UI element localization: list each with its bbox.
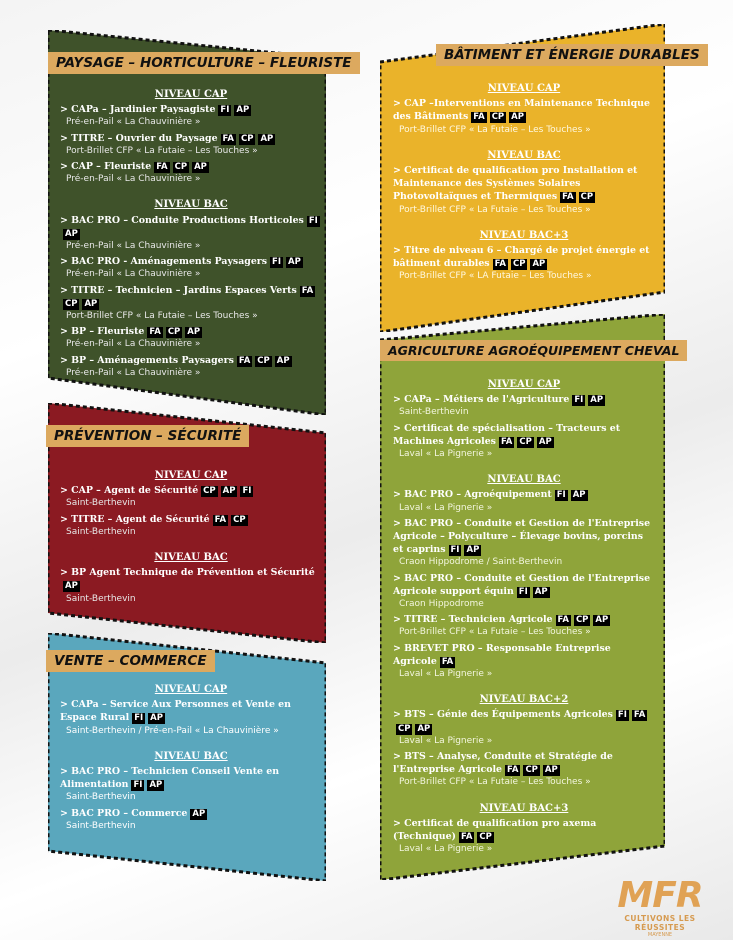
panel-title: VENTE – COMMERCE (46, 650, 215, 672)
course-location: Pré-en-Pail « La Chauvinière » (66, 117, 201, 128)
badge-ap: AP (84, 298, 98, 309)
course-list (393, 393, 655, 461)
badge-ap: AP (532, 259, 546, 270)
level-title: NIVEAU BAC (154, 199, 228, 211)
badge-fi: FI (242, 486, 252, 497)
course-location: Port-Brillet CFP « La Futaie – Les Touches » (399, 777, 591, 788)
course-label (393, 613, 655, 626)
badge-ap: AP (572, 490, 586, 501)
badge-ap: AP (511, 112, 524, 123)
level-title: NIVEAU BAC (154, 750, 228, 762)
badge-ap: AP (149, 780, 163, 791)
course-item (393, 750, 655, 790)
course-label (60, 484, 322, 497)
badge-ap: AP (65, 228, 78, 239)
course-label (60, 160, 322, 173)
course-item (393, 572, 655, 612)
course-location: Saint-Berthevin / Pré-en-Pail « La Chauvinière » (66, 725, 279, 736)
course-list (60, 103, 322, 186)
course-label (393, 517, 655, 557)
level-title: NIVEAU CAP (154, 470, 228, 481)
course-title: > BTS – Analyse, Conduite et Stratégie de l'Entreprise Agricole (393, 751, 613, 776)
badge-fi: FI (133, 780, 143, 791)
course-item (393, 97, 655, 137)
badge-fa: FA (557, 615, 569, 626)
course-item (393, 422, 655, 462)
course-title: > CAPa – Métiers de l'Agriculture (393, 394, 570, 406)
course-title: > BP – Fleuriste (60, 326, 145, 338)
course-title: > Titre de niveau 6 – Chargé de projet énergie et bâtiment durables (393, 245, 650, 270)
course-label (60, 214, 322, 240)
course-location: Port-Brillet CFP « La Futaie – Les Touches » (66, 145, 258, 156)
course-location: Saint-Berthevin (66, 498, 136, 509)
course-label (393, 164, 655, 204)
course-title: > TITRE – Ouvrier du Paysage (60, 132, 218, 144)
panel-title: PRÉVENTION – SÉCURITÉ (46, 425, 249, 447)
badge-cp: CP (257, 355, 270, 366)
course-list (393, 708, 655, 789)
level-title: NIVEAU CAP (487, 379, 561, 390)
course-list (393, 97, 655, 137)
course-title: > BTS – Génie des Équipements Agricoles (393, 709, 613, 721)
course-title: > CAP – Agent de Sécurité (60, 485, 199, 497)
course-item (60, 765, 322, 805)
course-item (393, 817, 655, 857)
course-item (393, 517, 655, 570)
course-list (60, 484, 322, 539)
course-label (393, 708, 655, 734)
course-label (393, 393, 655, 406)
badge-cp: CP (491, 112, 505, 123)
badge-fi: FI (220, 105, 230, 116)
course-label (393, 422, 655, 448)
course-title: > Certificat de spécialisation – Tracteurs et Machines Agricoles (393, 422, 621, 447)
course-label (60, 807, 322, 820)
course-label (393, 97, 655, 123)
course-title: > BAC PRO – Agroéquipement (393, 489, 552, 501)
course-location: Pré-en-Pail « La Chauvinière » (66, 174, 201, 185)
badge-ap: AP (65, 581, 78, 592)
panel-batiment (380, 24, 700, 332)
badge-ap: AP (590, 395, 604, 406)
badge-fa: FA (222, 133, 234, 144)
course-label (393, 244, 655, 270)
course-title: > CAP – Fleuriste (60, 161, 152, 173)
course-list (60, 698, 322, 738)
badge-fi: FI (556, 490, 566, 501)
course-label (60, 513, 322, 526)
badge-fa: FA (156, 162, 168, 173)
badge-cp: CP (398, 723, 411, 734)
badge-fi: FI (617, 710, 627, 721)
course-label (393, 642, 655, 668)
course-location: Saint-Berthevin (66, 593, 136, 604)
course-location: Saint-Berthevin (66, 820, 136, 831)
course-list (393, 244, 655, 284)
level-title: NIVEAU CAP (154, 89, 228, 100)
badge-fi: FI (518, 586, 528, 597)
badge-ap: AP (595, 615, 609, 626)
course-title: > BAC PRO – Technicien Conseil Vente en Alimentation (60, 766, 280, 791)
course-title: > BAC PRO – Conduite et Gestion de l'Entreprise Agricole – Polyculture – Élevage bovins, porcins et caprins (393, 517, 651, 556)
badge-cp: CP (519, 436, 532, 447)
panel-agriculture (380, 314, 680, 880)
level-title: NIVEAU BAC+2 (479, 694, 569, 706)
badge-cp: CP (479, 832, 492, 843)
course-location: Saint-Berthevin (66, 526, 136, 537)
course-label (393, 750, 655, 776)
panel-content (60, 82, 322, 382)
course-location: Port-Brillet CFP « La Futaie – Les Touches » (399, 124, 591, 135)
course-location: Craon Hippodrome (399, 599, 484, 610)
badge-cp: CP (575, 615, 589, 626)
course-item (393, 613, 655, 639)
course-location: Port-Brillet CFP « La Futaie – Les Touches » (66, 311, 258, 322)
badge-ap: AP (417, 723, 431, 734)
course-item (60, 132, 322, 158)
course-label (60, 566, 322, 592)
panel-title: BÂTIMENT ET ÉNERGIE DURABLES (436, 44, 708, 66)
badge-fa: FA (149, 327, 161, 338)
course-title: > BREVET PRO – Responsable Entreprise Agricole (393, 642, 611, 667)
badge-fa: FA (562, 192, 574, 203)
panel-vente (48, 633, 326, 881)
course-label (60, 698, 322, 724)
course-item (60, 255, 322, 281)
panel-title: PAYSAGE – HORTICULTURE – FLEURISTE (48, 52, 360, 74)
course-list (60, 214, 322, 380)
course-location: Laval « La Pignerie » (399, 449, 493, 460)
logo-text: MFR (617, 875, 703, 916)
course-location: Pré-en-Pail « La Chauvinière » (66, 339, 201, 350)
badge-fa: FA (473, 112, 485, 123)
course-item (60, 698, 322, 738)
badge-fa: FA (238, 355, 251, 366)
level-title: NIVEAU BAC (487, 474, 561, 486)
badge-fa: FA (301, 285, 314, 296)
level-title: NIVEAU CAP (487, 83, 561, 94)
course-item (60, 214, 322, 254)
badge-cp: CP (580, 192, 594, 203)
level-title: NIVEAU BAC (487, 149, 561, 161)
level-title: NIVEAU BAC (154, 552, 228, 564)
badge-ap: AP (260, 133, 274, 144)
level-title: NIVEAU BAC+3 (479, 229, 569, 241)
badge-fa: FA (500, 436, 513, 447)
badge-ap: AP (538, 436, 552, 447)
badge-ap: AP (222, 486, 236, 497)
badge-ap: AP (187, 327, 201, 338)
course-location: Laval « La Pignerie » (399, 844, 493, 855)
badge-fi: FI (450, 545, 460, 556)
course-item (60, 325, 322, 351)
badge-cp: CP (233, 514, 246, 525)
course-location: Laval « La Pignerie » (399, 669, 493, 680)
course-title: > Certificat de qualification pro Installation et Maintenance des Systèmes Solaires Photovoltaïques et Thermiques (393, 165, 638, 203)
course-title: > CAPa – Service Aux Personnes et Vente en Espace Rural (60, 699, 291, 724)
course-location: Port-Brillet CFP « LA Futaie – Les Touches » (399, 271, 592, 282)
course-item (393, 244, 655, 284)
course-item (393, 164, 655, 217)
badge-ap: AP (544, 765, 558, 776)
course-location: Laval « La Pignerie » (399, 502, 493, 513)
course-title: > TITRE – Technicien Agricole (393, 614, 553, 626)
course-item (60, 160, 322, 186)
level-title: NIVEAU CAP (154, 684, 228, 695)
course-location: Saint-Berthevin (66, 792, 136, 803)
badge-ap: AP (150, 713, 163, 724)
course-location: Craon Hippodrome / Saint-Berthevin (399, 557, 563, 568)
badge-ap: AP (194, 162, 207, 173)
badge-ap: AP (288, 257, 301, 268)
panel-prevention (48, 403, 326, 643)
badge-cp: CP (512, 259, 526, 270)
course-label (60, 103, 322, 116)
course-item (60, 807, 322, 833)
course-label (60, 132, 322, 145)
course-list (393, 164, 655, 217)
course-label (60, 354, 322, 367)
badge-fi: FI (134, 713, 144, 724)
course-title: > BAC PRO – Conduite et Gestion de l'Entreprise Agricole support équin (393, 572, 651, 597)
course-title: > BAC PRO – Conduite Productions Horticoles (60, 214, 304, 226)
course-location: Laval « La Pignerie » (399, 735, 493, 746)
badge-cp: CP (174, 162, 188, 173)
badge-fa: FA (507, 765, 519, 776)
course-title: > CAPa – Jardinier Paysagiste (60, 104, 216, 116)
badge-ap: AP (236, 105, 250, 116)
badge-ap: AP (192, 808, 206, 819)
course-location: Pré-en-Pail « La Chauvinière » (66, 241, 201, 252)
course-label (60, 325, 322, 338)
course-item (60, 566, 322, 606)
course-item (393, 488, 655, 514)
course-location: Port-Brillet CFP « La Futaie – Les Touches » (399, 204, 591, 215)
badge-ap: AP (276, 355, 290, 366)
badge-fa: FA (441, 656, 454, 667)
badge-ap: AP (466, 545, 480, 556)
course-label (60, 284, 322, 310)
course-title: > Certificat de qualification pro axema (Technique) (393, 817, 597, 843)
badge-fa: FA (494, 259, 506, 270)
panel-content (60, 463, 322, 608)
badge-cp: CP (167, 327, 181, 338)
course-location: Pré-en-Pail « La Chauvinière » (66, 367, 201, 378)
panel-content (60, 677, 322, 835)
logo-slogan: CULTIVONS LES RÉUSSITES (624, 914, 696, 932)
logo-region: MAYENNE (647, 932, 673, 938)
badge-fi: FI (574, 395, 584, 406)
badge-cp: CP (203, 486, 216, 497)
course-list (60, 566, 322, 606)
course-label (393, 488, 655, 501)
course-location: Pré-en-Pail « La Chauvinière » (66, 269, 201, 280)
course-location: Port-Brillet CFP « La Futaie – Les Touches » (399, 627, 591, 638)
course-label (60, 765, 322, 791)
panel-title: AGRICULTURE AGROÉQUIPEMENT CHEVAL (380, 340, 687, 361)
badge-cp: CP (240, 133, 254, 144)
course-label (60, 255, 322, 268)
panel-content (393, 76, 655, 286)
course-item (393, 708, 655, 748)
course-location: Saint-Berthevin (399, 407, 469, 418)
course-title: > BAC PRO – Commerce (60, 807, 188, 819)
course-label (393, 817, 655, 843)
course-list (393, 488, 655, 681)
course-list (60, 765, 322, 833)
level-title: NIVEAU BAC+3 (479, 802, 569, 814)
badge-fi: FI (308, 215, 318, 226)
panel-paysage (48, 30, 352, 415)
course-item (393, 393, 655, 419)
course-list (393, 817, 655, 857)
course-item (60, 484, 322, 510)
badge-fa: FA (633, 710, 646, 721)
mfr-logo (605, 875, 715, 938)
badge-cp: CP (65, 298, 78, 309)
badge-ap: AP (534, 586, 548, 597)
course-title: > BP – Aménagements Paysagers (60, 354, 234, 366)
course-title: > CAP –Interventions en Maintenance Technique des Bâtiments (393, 98, 650, 123)
course-title: > BAC PRO - Aménagements Paysagers (60, 256, 268, 268)
badge-fa: FA (214, 514, 227, 525)
course-item (60, 354, 322, 380)
course-item (393, 642, 655, 682)
course-title: > TITRE – Technicien – Jardins Espaces Verts (60, 284, 297, 296)
course-title: > BP Agent Technique de Prévention et Sécurité (60, 567, 315, 579)
panel-content (393, 372, 655, 859)
course-title: > TITRE – Agent de Sécurité (60, 513, 210, 525)
course-item (60, 284, 322, 324)
course-item (60, 513, 322, 539)
badge-fa: FA (460, 832, 473, 843)
course-label (393, 572, 655, 598)
badge-fi: FI (272, 257, 282, 268)
course-item (60, 103, 322, 129)
badge-cp: CP (525, 765, 538, 776)
